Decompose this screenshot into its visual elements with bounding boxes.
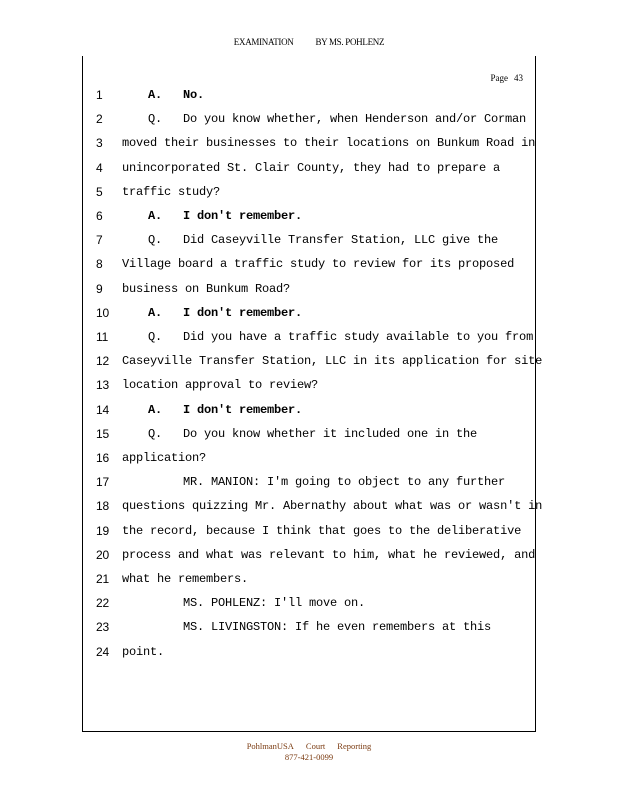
line-text: MS. LIVINGSTON: If he even remembers at this [183,620,492,635]
line-number: 4 [96,160,103,175]
line-number: 13 [96,378,109,393]
footer-phone: 877-421-0099 [284,752,334,762]
line-number: 3 [96,136,103,151]
line-number: 21 [96,572,109,586]
line-number: 24 [96,644,109,659]
page-footer [0,741,618,763]
line-text: business on Bunkum Road? [122,281,291,296]
line-number: 11 [96,330,109,344]
page-number-value: 43 [514,73,523,83]
line-number: 6 [96,209,103,223]
line-number: 2 [96,112,103,127]
line-number: 7 [96,233,103,248]
line-number: 22 [96,596,109,611]
header-examiner: BY MS. POHLENZ [315,37,385,47]
page-number [485,73,524,83]
line-number: 9 [96,281,103,296]
line-text: point. [122,644,165,659]
line-text: A. I don't remember. [148,209,303,223]
line-text: Q. Did Caseyville Transfer Station, LLC give the [148,233,499,248]
line-text: Village board a traffic study to review for its proposed [122,257,515,272]
line-number: 5 [96,184,103,199]
line-number: 12 [96,354,109,369]
line-text: A. No. [148,88,205,102]
line-text: MR. MANION: I'm going to object to any further [183,475,506,490]
line-text: traffic study? [122,184,221,199]
line-text: questions quizzing Mr. Abernathy about what was or wasn't in [122,499,543,514]
line-number: 17 [96,475,109,490]
line-number: 1 [96,88,103,102]
footer-company: PohlmanUSA [246,741,294,751]
page-label: Page [490,73,508,83]
line-text: the record, because I think that goes to the deliberative [122,523,522,538]
line-number: 19 [96,523,109,538]
line-text: A. I don't remember. [148,305,303,320]
line-text: location approval to review? [122,378,319,393]
line-text: process and what was relevant to him, what he reviewed, and [122,547,536,562]
line-text: MS. POHLENZ: I'll move on. [183,596,366,611]
line-number: 16 [96,451,109,465]
line-number: 18 [96,499,109,514]
line-number: 23 [96,620,109,635]
line-text: unincorporated St. Clair County, they had to prepare a [122,160,501,175]
line-number: 14 [96,402,109,417]
line-text: Q. Do you know whether, when Henderson and/or Corman [148,112,527,127]
line-text: A. I don't remember. [148,402,303,417]
line-text: Q. Do you know whether it included one in the [148,426,478,441]
page-header [0,37,618,47]
line-number: 15 [96,426,109,441]
line-text: Caseyville Transfer Station, LLC in its application for site [122,354,543,369]
line-text: Q. Did you have a traffic study available to you from [148,330,534,344]
line-text: application? [122,451,207,465]
line-number: 10 [96,305,109,320]
line-number: 20 [96,547,109,562]
line-text: moved their businesses to their locations on Bunkum Road in [122,136,536,151]
footer-service-2: Reporting [337,741,372,751]
header-section: EXAMINATION [233,37,294,47]
line-text: what he remembers. [122,572,249,586]
line-number: 8 [96,257,103,272]
footer-service-1: Court [305,741,326,751]
